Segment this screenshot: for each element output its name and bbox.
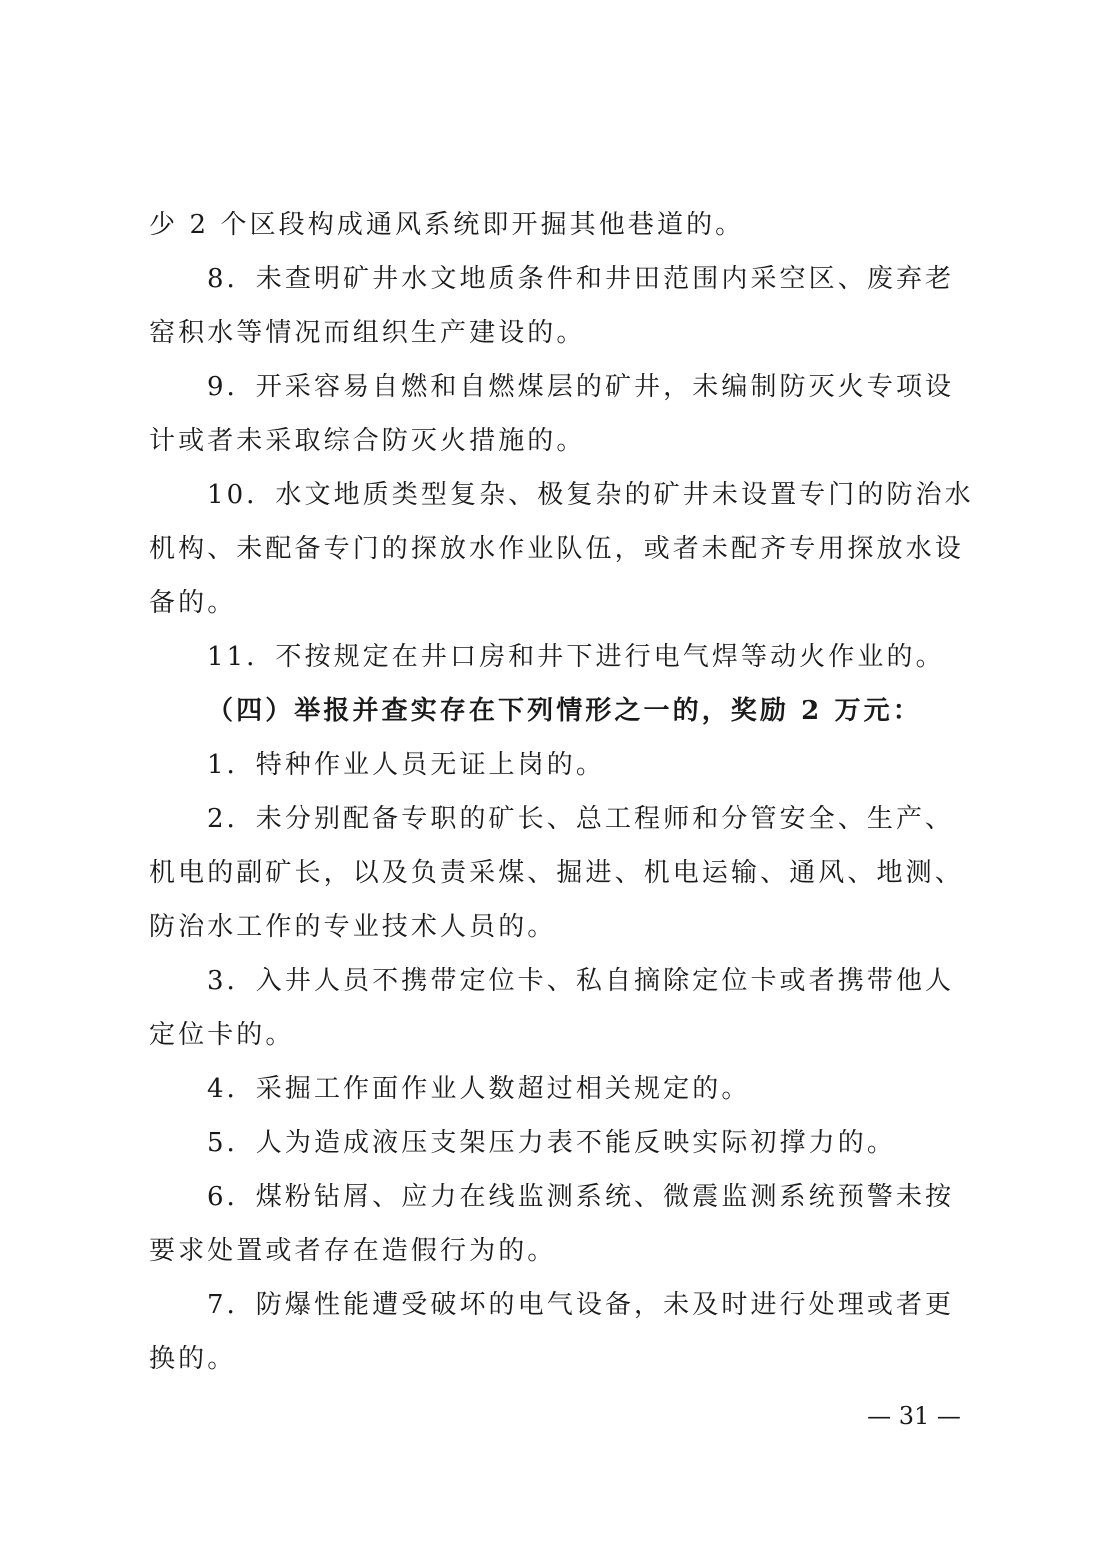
list-item-11: 11．不按规定在井口房和井下进行电气焊等动火作业的。 — [207, 642, 945, 672]
text-line-continuation: 计或者未采取综合防灭火措施的。 — [149, 426, 586, 456]
list-item-1: 1．特种作业人员无证上岗的。 — [207, 750, 605, 780]
list-item-10: 10．水文地质类型复杂、极复杂的矿井未设置专门的防治水 — [207, 480, 974, 510]
list-item-7: 7．防爆性能遭受破坏的电气设备，未及时进行处理或者更 — [207, 1290, 955, 1320]
text-line-continuation: 要求处置或者存在造假行为的。 — [149, 1236, 557, 1266]
list-item-4: 4．采掘工作面作业人数超过相关规定的。 — [207, 1074, 751, 1104]
text-line-continuation: 窑积水等情况而组织生产建设的。 — [149, 318, 586, 348]
body-text — [149, 198, 974, 1386]
list-item-3: 3．入井人员不携带定位卡、私自摘除定位卡或者携带他人 — [207, 966, 955, 996]
text-line-continuation: 备的。 — [149, 588, 237, 618]
text-line-continuation: 机构、未配备专门的探放水作业队伍，或者未配齐专用探放水设 — [149, 534, 964, 564]
text-line-continuation: 防治水工作的专业技术人员的。 — [149, 912, 557, 942]
section-heading: （四）举报并查实存在下列情形之一的，奖励 2 万元： — [207, 696, 922, 726]
text-line-continuation: 少 2 个区段构成通风系统即开掘其他巷道的。 — [149, 210, 745, 240]
text-line-continuation: 定位卡的。 — [149, 1020, 295, 1050]
text-line-continuation: 机电的副矿长，以及负责采煤、掘进、机电运输、通风、地测、 — [149, 858, 964, 888]
list-item-9: 9．开采容易自燃和自燃煤层的矿井，未编制防灭火专项设 — [207, 372, 955, 402]
list-item-2: 2．未分别配备专职的矿长、总工程师和分管安全、生产、 — [207, 804, 955, 834]
list-item-5: 5．人为造成液压支架压力表不能反映实际初撑力的。 — [207, 1128, 896, 1158]
list-item-8: 8．未查明矿井水文地质条件和井田范围内采空区、废弃老 — [207, 264, 955, 294]
text-line-continuation: 换的。 — [149, 1344, 237, 1374]
list-item-6: 6．煤粉钻屑、应力在线监测系统、微震监测系统预警未按 — [207, 1182, 955, 1212]
page-number: — 31 — — [867, 1402, 961, 1430]
